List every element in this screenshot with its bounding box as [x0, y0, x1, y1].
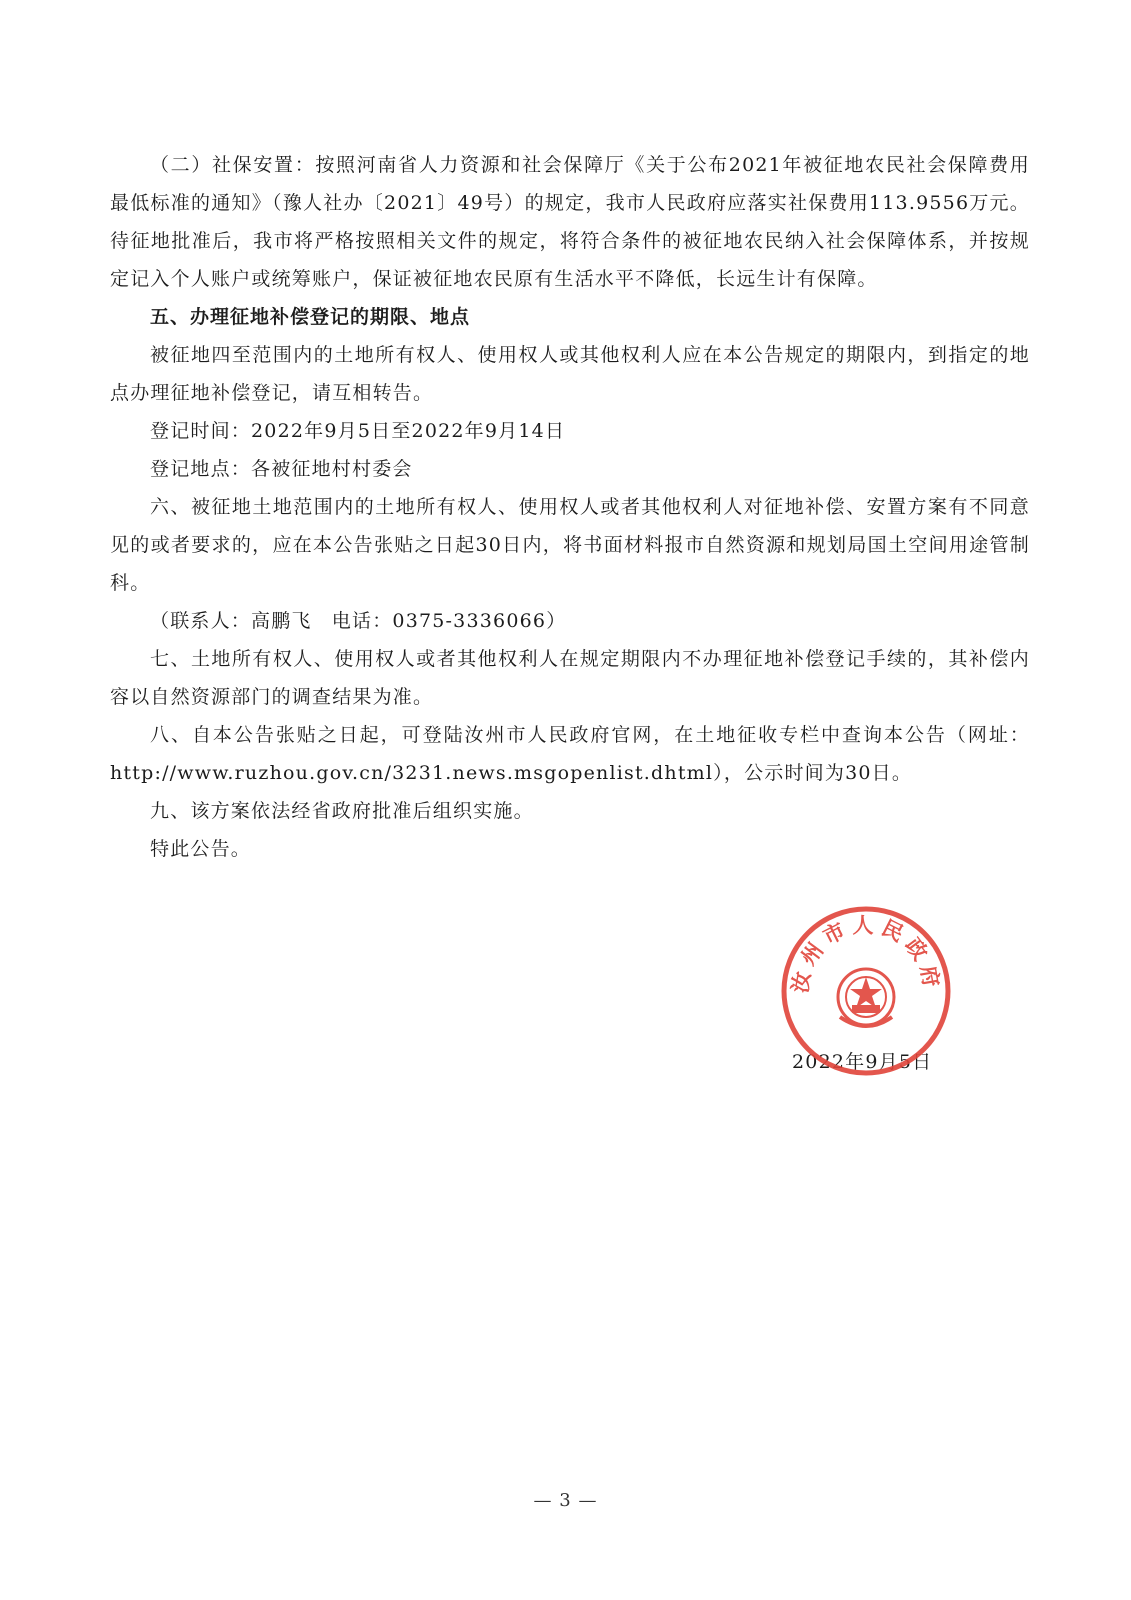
paragraph-website: 八、自本公告张贴之日起，可登陆汝州市人民政府官网，在土地征收专栏中查询本公告（网址：http://www.ruzhou.gov.cn/3231.news.msgopenlist.dhtml），公示时间为30日。	[110, 724, 1030, 784]
contact-line: （联系人：高鹏飞 电话：0375-3336066）	[150, 610, 567, 632]
paragraph-objection: 六、被征地土地范围内的土地所有权人、使用权人或者其他权利人对征地补偿、安置方案有不同意见的或者要求的，应在本公告张贴之日起30日内，将书面材料报市自然资源和规划局国土空间用途管制科。	[110, 496, 1030, 594]
paragraph-registration-notice: 被征地四至范围内的土地所有权人、使用权人或其他权利人应在本公告规定的期限内，到指定的地点办理征地补偿登记，请互相转告。	[110, 344, 1030, 404]
registration-place: 登记地点：各被征地村村委会	[150, 458, 413, 480]
seal-text: 汝州市人民政府	[787, 913, 945, 995]
official-seal	[780, 905, 952, 1077]
page-number: — 3 —	[533, 1490, 598, 1511]
section-heading-registration: 五、办理征地补偿登记的期限、地点	[150, 306, 471, 328]
signature-date: 2022年9月5日	[792, 1051, 933, 1073]
paragraph-implementation: 九、该方案依法经省政府批准后组织实施。	[150, 800, 534, 822]
paragraph-investigation: 七、土地所有权人、使用权人或者其他权利人在规定期限内不办理征地补偿登记手续的，其补偿内容以自然资源部门的调查结果为准。	[110, 648, 1030, 708]
closing-statement: 特此公告。	[150, 838, 252, 860]
paragraph-social-security: （二）社保安置：按照河南省人力资源和社会保障厅《关于公布2021年被征地农民社会保障费用最低标准的通知》（豫人社办〔2021〕49号）的规定，我市人民政府应落实社保费用113.9556万元。待征地批准后，我市将严格按照相关文件的规定，将符合条件的被征地农民纳入社会保障体系，并按规定记入个人账户或统筹账户，保证被征地农民原有生活水平不降低，长远生计有保障。	[110, 154, 1030, 290]
registration-time: 登记时间：2022年9月5日至2022年9月14日	[150, 420, 566, 442]
national-emblem-icon	[838, 969, 894, 1026]
